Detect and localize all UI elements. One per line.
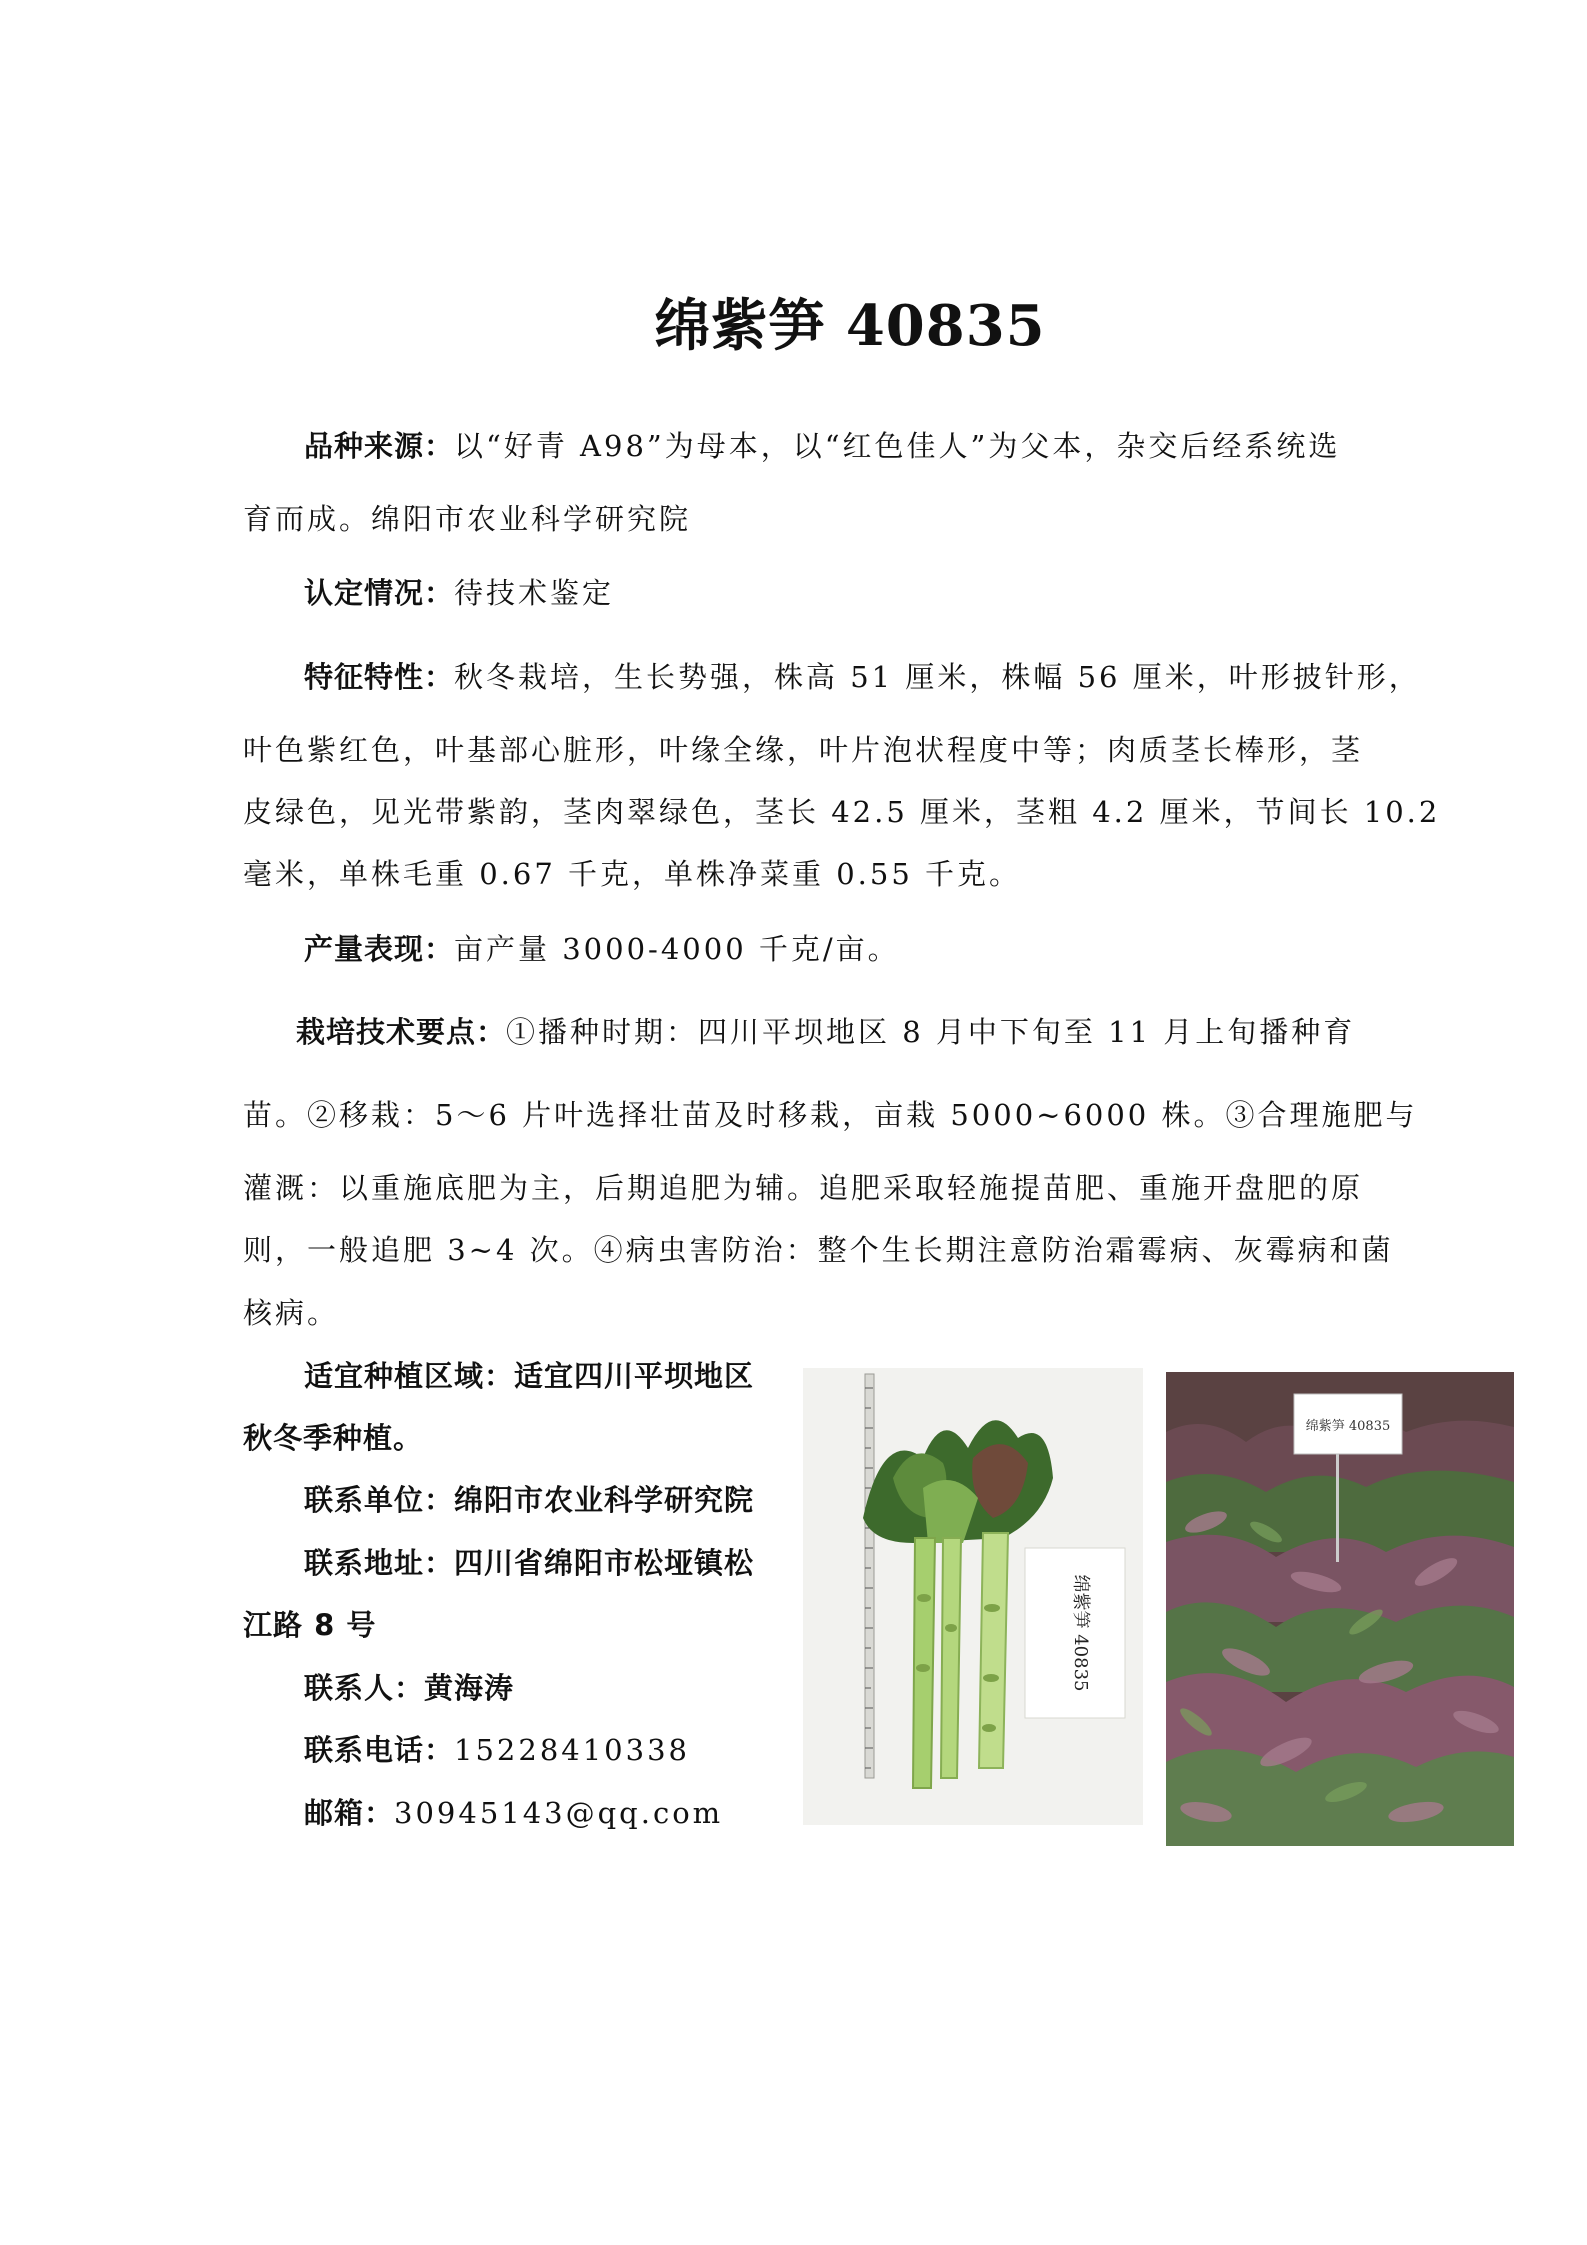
contact-address-1: 联系地址：四川省绵阳市松垭镇松: [304, 1546, 755, 1580]
cultivation-line-5: 核病。: [243, 1296, 340, 1330]
traits-line-4: 毫米，单株毛重 0.67 千克，单株净菜重 0.55 千克。: [243, 857, 1022, 891]
photo-right-sign-text: 绵紫笋 40835: [1305, 1419, 1391, 1434]
contact-address-2: 江路 8 号: [243, 1608, 377, 1642]
cultivation-line-2: 苗。②移栽：5～6 片叶选择壮苗及时移栽，亩栽 5000~6000 株。③合理施肥与: [243, 1098, 1418, 1132]
contact-unit: 联系单位：绵阳市农业科学研究院: [304, 1483, 755, 1517]
cultivation-label: 栽培技术要点：: [296, 1015, 507, 1049]
traits-line-1: [304, 655, 1421, 696]
yield-label: 产量表现：: [304, 932, 455, 966]
traits-line-3: 皮绿色，见光带紫韵，茎肉翠绿色，茎长 42.5 厘米，茎粗 4.2 厘米，节间长 10.2: [243, 795, 1441, 829]
source-text-1: 以“好青 A98”为母本，以“红色佳人”为父本，杂交后经系统选: [454, 429, 1341, 463]
cultivation-line-1: [296, 1010, 1355, 1051]
cultivation-text-1: ①播种时期：四川平坝地区 8 月中下旬至 11 月上旬播种育: [506, 1015, 1356, 1049]
cultivation-line-3: 灌溉：以重施底肥为主，后期追肥为辅。追肥采取轻施提苗肥、重施开盘肥的原: [243, 1171, 1364, 1205]
certification-label: 认定情况：: [304, 576, 455, 610]
contact-email-label: 邮箱：: [304, 1796, 395, 1830]
traits-label: 特征特性：: [304, 660, 455, 694]
certification-line: [304, 571, 614, 612]
photo-field-illustration: [1166, 1372, 1514, 1846]
photo-harvested-stems: [803, 1368, 1143, 1825]
yield-text: 亩产量 3000-4000 千克/亩。: [454, 932, 900, 966]
page-title: 绵紫笋 40835: [654, 293, 1046, 359]
contact-email: 30945143@qq.com: [394, 1796, 724, 1830]
region-line-1: 适宜种植区域：适宜四川平坝地区: [304, 1359, 755, 1393]
traits-text-1: 秋冬栽培，生长势强，株高 51 厘米，株幅 56 厘米，叶形披针形，: [454, 660, 1421, 694]
contact-email-line: [304, 1791, 723, 1832]
photo-field: [1166, 1372, 1514, 1846]
contact-phone: 15228410338: [454, 1733, 690, 1767]
yield-line: [304, 927, 900, 968]
contact-phone-label: 联系电话：: [304, 1733, 455, 1767]
traits-line-2: 叶色紫红色，叶基部心脏形，叶缘全缘，叶片泡状程度中等；肉质茎长棒形，茎: [243, 733, 1364, 767]
certification-text: 待技术鉴定: [454, 576, 615, 610]
cultivation-line-4: 则，一般追肥 3~4 次。④病虫害防治：整个生长期注意防治霜霉病、灰霉病和菌: [243, 1233, 1394, 1267]
source-label: 品种来源：: [304, 429, 455, 463]
region-line-2: 秋冬季种植。: [243, 1421, 424, 1455]
source-line-1: [304, 424, 1340, 465]
source-line-2: 育而成。绵阳市农业科学研究院: [243, 502, 692, 536]
photo-harvested-stems-illustration: [803, 1368, 1143, 1825]
contact-person: 联系人：黄海涛: [304, 1671, 515, 1705]
contact-phone-line: [304, 1728, 690, 1769]
photo-left-card-text: 绵紫笋 40835: [1070, 1574, 1091, 1692]
